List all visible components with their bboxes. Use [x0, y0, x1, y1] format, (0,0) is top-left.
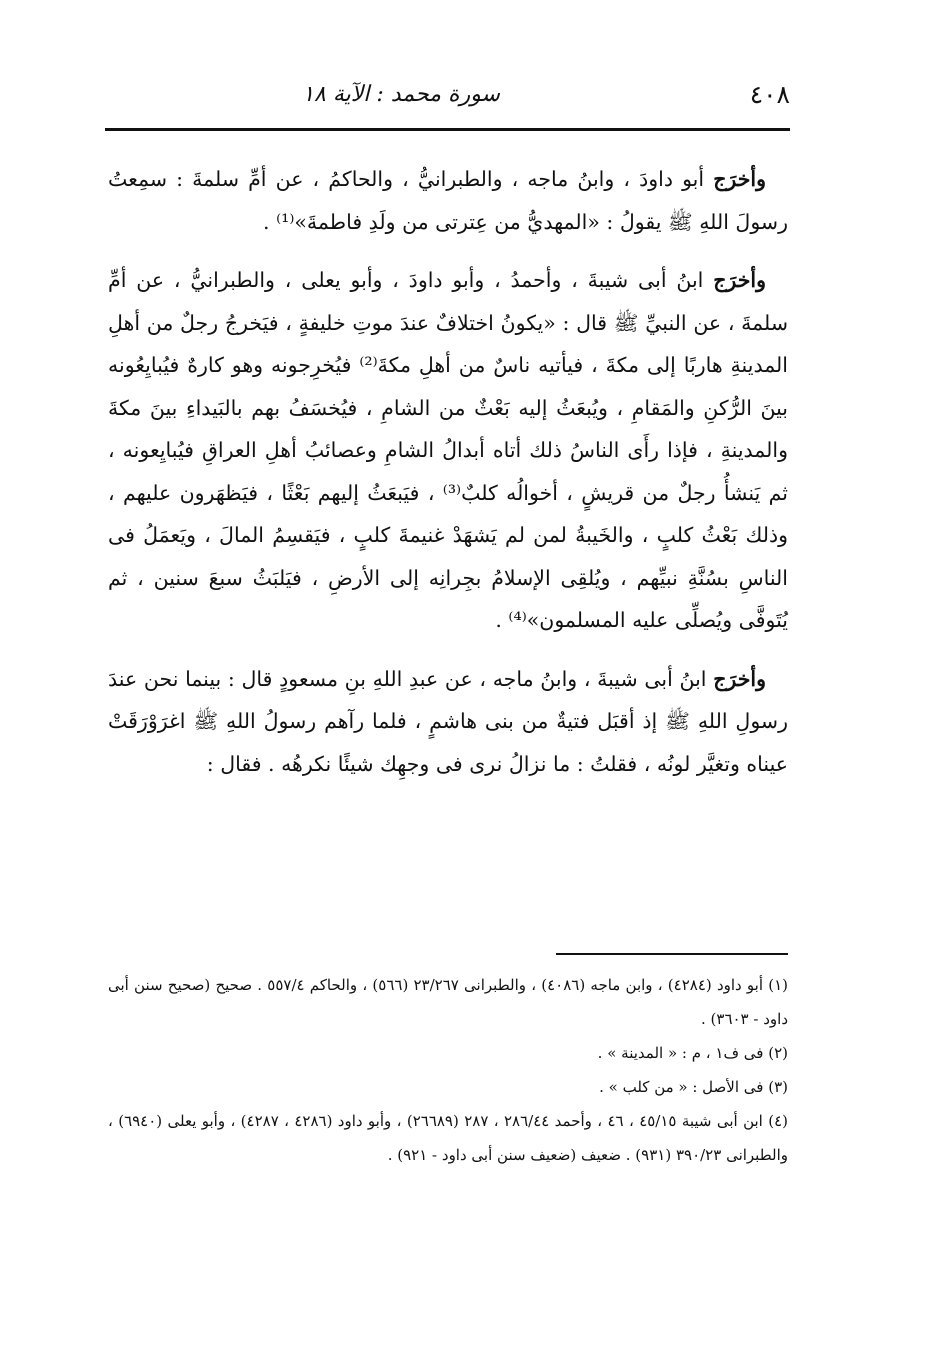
- paragraph: [108, 259, 788, 642]
- running-title: سورة محمد : الآية ١٨: [302, 82, 500, 107]
- main-text: [108, 158, 788, 801]
- paragraph-text: ابنُ أبى شيبةَ ، وأحمدُ ، وأبو داودَ ، وأبو يعلى ، والطبرانيُّ ، عن أمِّ سلمةَ ، عن النبيِّ ﷺ قال : «يكونُ اختلافٌ عندَ موتِ خليفةٍ ، فيَخرجُ رجلٌ من أهلِ المدينةِ هاربًا إلى مكةَ ، فيأتيه ناسٌ من أهلِ مكةَ⁽²⁾ فيُخرِجونه وهو كارهٌ فيُبايِعُونه بينَ الرُّكنِ والمَقامِ ، ويُبعَثُ إليه بَعْثٌ من الشامِ ، فيُخسَفُ بهم بالبَيداءِ بينَ مكةَ والمدينةِ ، فإذا رأَى الناسُ ذلك أتاه أبدالُ الشامِ وعصائبُ أهلِ العراقِ فيُبايِعونه ، ثم يَنشأُ رجلٌ من قريشٍ ، أخوالُه كلبٌ⁽³⁾ ، فيَبعَثُ إليهم بَعْثًا ، فيَظهَرون عليهم ، وذلك بَعْثُ كلبٍ ، والخَيبةُ لمن لم يَشهَدْ غنيمةَ كلبٍ ، فيَقسِمُ المالَ ، ويَعمَلُ فى الناسِ بسُنَّةِ نبيِّهم ، ويُلقِى الإسلامُ بجِرانِه إلى الأرضِ ، فيَلبَثُ سبعَ سنين ، ثم يُتَوفَّى ويُصلِّى عليه المسلمون»⁽⁴⁾ .: [108, 268, 788, 632]
- paragraph: [108, 158, 788, 243]
- footnote: (٢) فى ف١ ، م : « المدينة » .: [597, 1044, 788, 1062]
- paragraph-lead: وأخرَج: [713, 167, 766, 191]
- paragraph: [108, 658, 788, 786]
- running-head: [105, 78, 790, 118]
- paragraph-text: أبو داودَ ، وابنُ ماجه ، والطبرانيُّ ، والحاكمُ ، عن أمِّ سلمةَ : سمِعتُ رسولَ اللهِ ﷺ يقولُ : «المهديُّ من عِترتى من ولَدِ فاطمةَ»⁽¹⁾ .: [108, 167, 788, 234]
- footnote: (٣) فى الأصل : « من كلب » .: [599, 1078, 788, 1096]
- page-number: ٤٠٨: [749, 80, 790, 109]
- footnote: (١) أبو داود (٤٢٨٤) ، وابن ماجه (٤٠٨٦) ، والطبرانى ٢٣/٢٦٧ (٥٦٦) ، والحاكم ٥٥٧/٤ . صحيح (صحيح سنن أبى داود - ٣٦٠٣) .: [108, 976, 789, 1028]
- paragraph-text: ابنُ أبى شيبةَ ، وابنُ ماجه ، عن عبدِ اللهِ بنِ مسعودٍ قال : بينما نحن عندَ رسولِ اللهِ ﷺ إذ أقبَل فتيةٌ من بنى هاشمٍ ، فلما رآهم رسولُ اللهِ ﷺ اغرَوْرَقَتْ عيناه وتغيَّر لونُه ، فقلتُ : ما نزالُ نرى فى وجهِك شيئًا نكرهُه . فقال :: [108, 666, 788, 776]
- header-rule: [105, 128, 790, 131]
- footnotes: [108, 968, 788, 1172]
- footnote: (٤) ابن أبى شيبة ٤٥/١٥ ، ٤٦ ، وأحمد ٢٨٦/٤٤ ، ٢٨٧ (٢٦٦٨٩) ، وأبو داود (٤٢٨٦ ، ٤٢٨٧) ، وأبو يعلى (٦٩٤٠) ، والطبرانى ٣٩٠/٢٣ (٩٣١) . ضعيف (ضعيف سنن أبى داود - ٩٢١) .: [108, 1112, 788, 1164]
- footnote-rule: [556, 953, 788, 955]
- paragraph-lead: وأخرَج: [713, 666, 766, 691]
- paragraph-lead: وأخرَج: [713, 268, 766, 292]
